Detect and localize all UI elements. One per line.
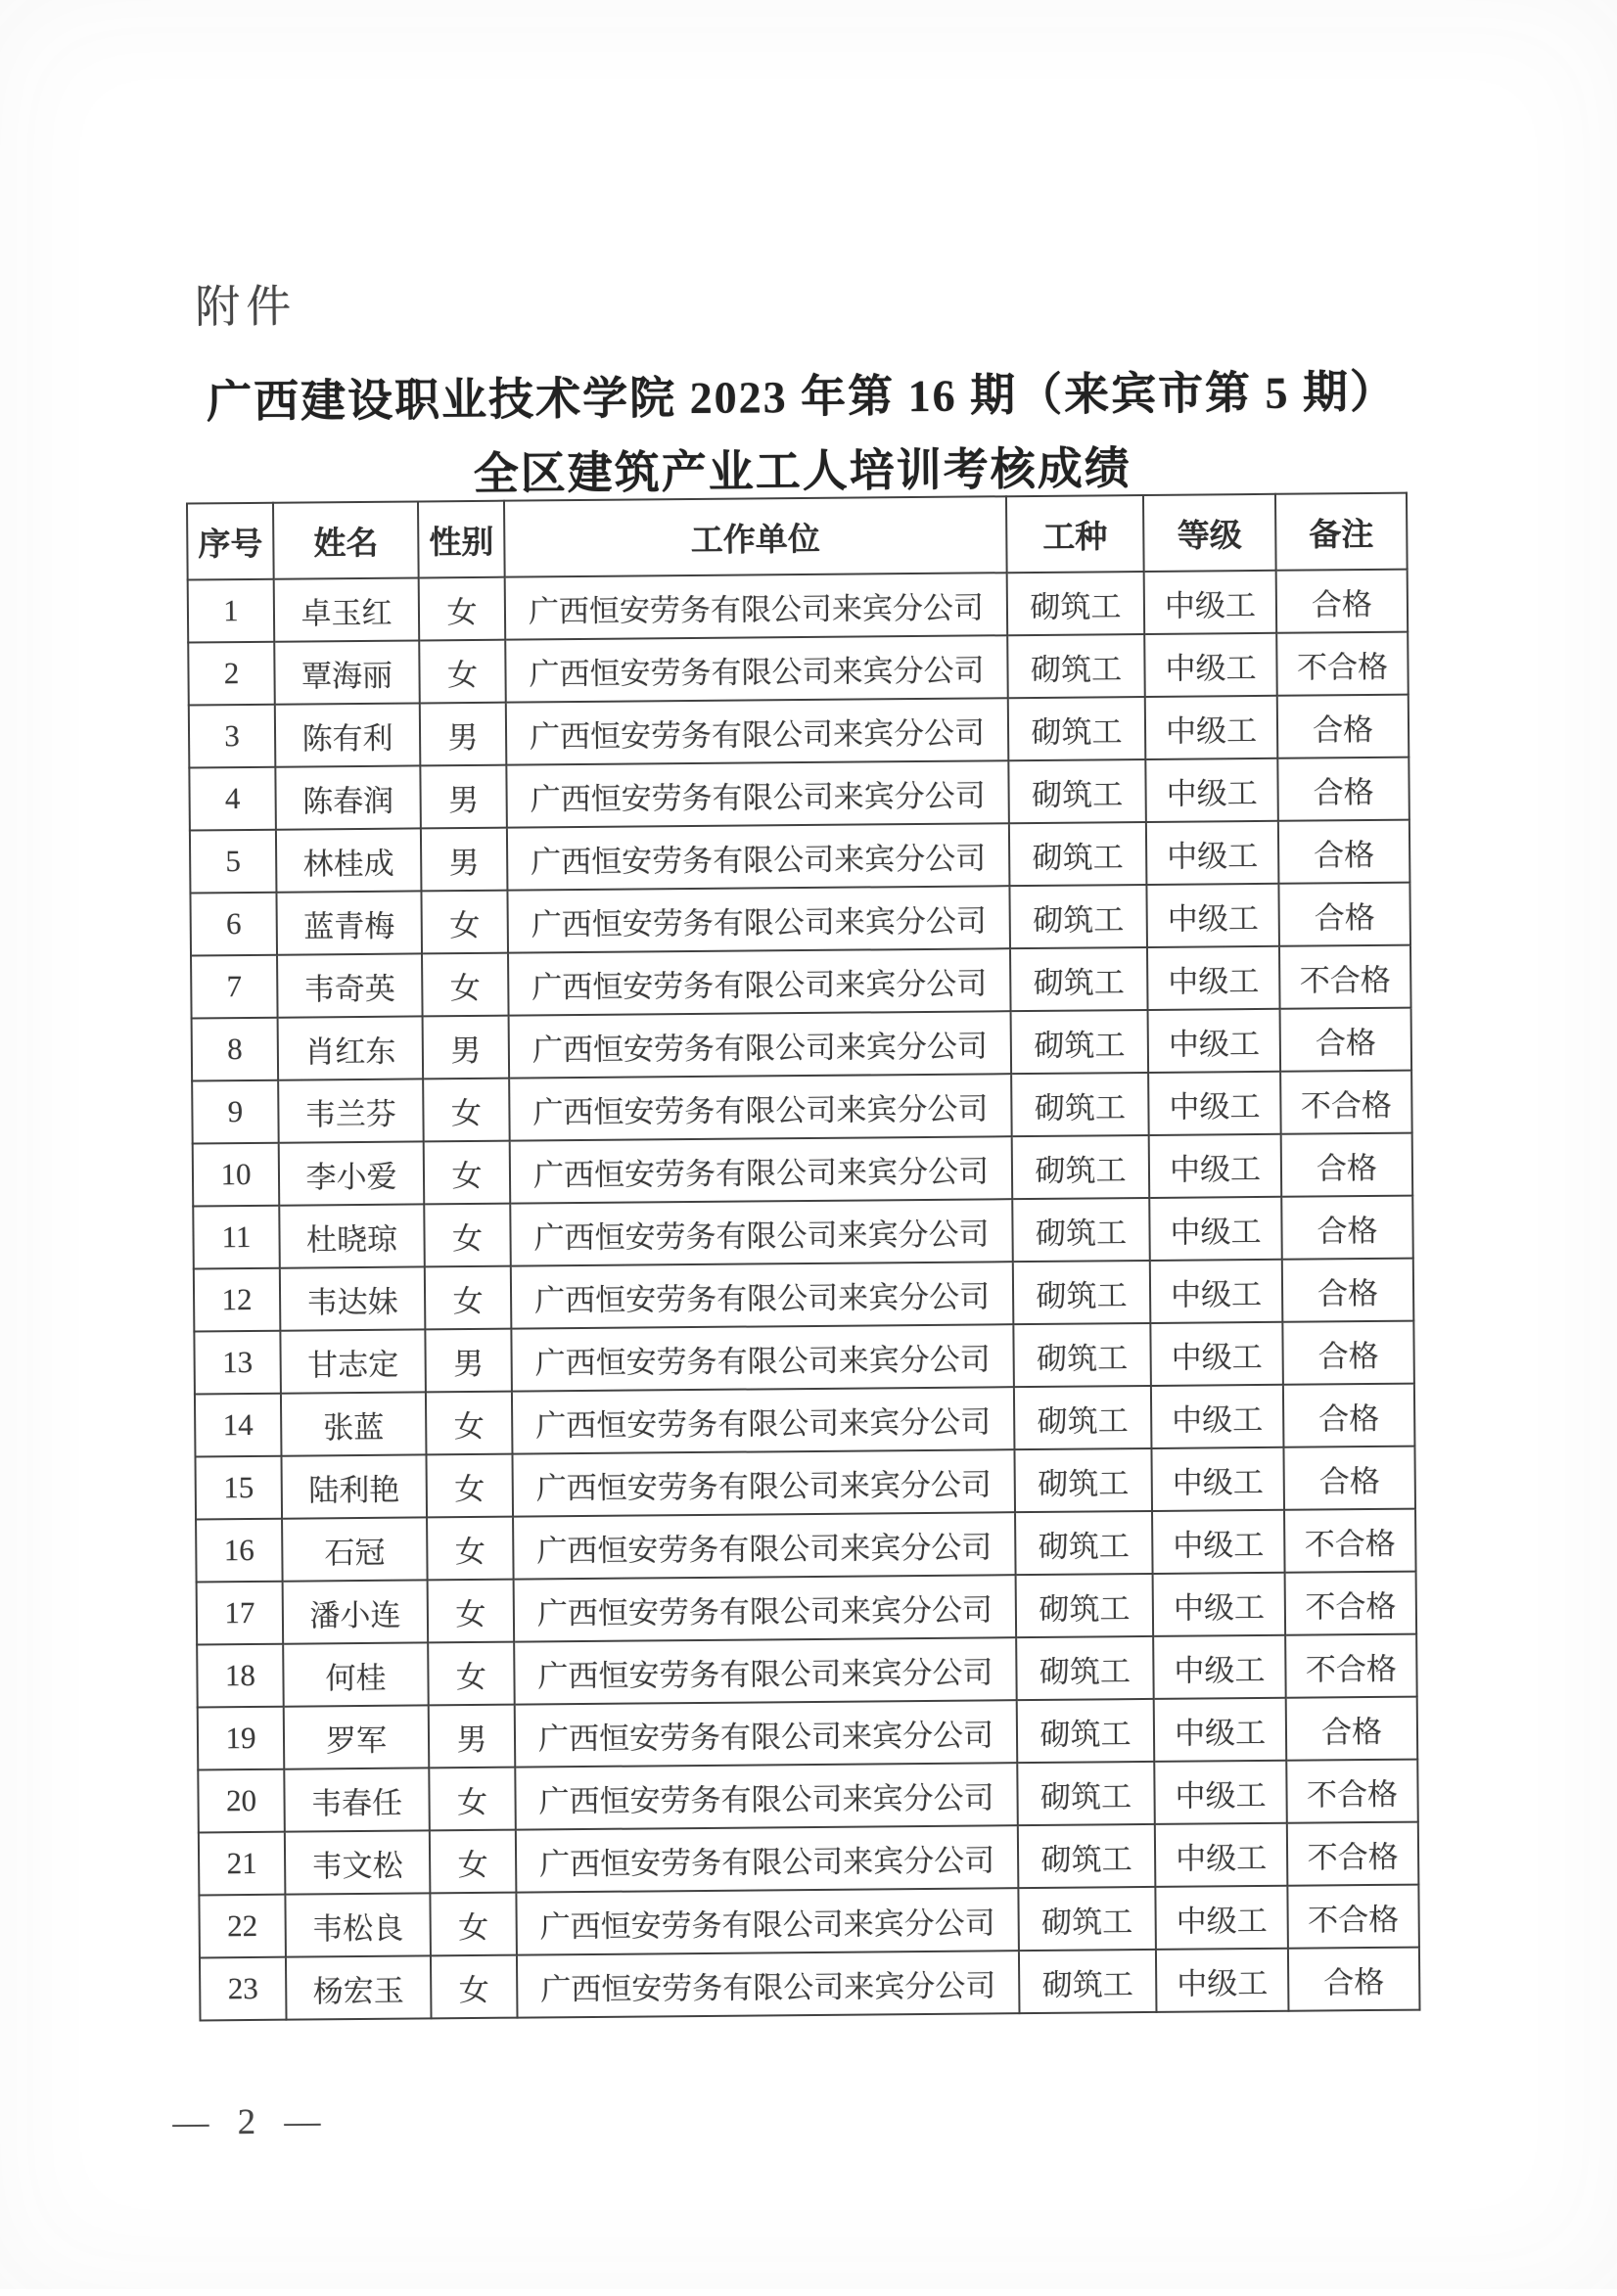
cell-unit: 广西恒安劳务有限公司来宾分公司 [509,1074,1012,1140]
cell-trade: 砌筑工 [1018,1887,1156,1951]
cell-level: 中级工 [1146,884,1279,947]
cell-gender: 男 [425,1329,512,1393]
cell-unit: 广西恒安劳务有限公司来宾分公司 [506,698,1009,764]
cell-name: 甘志定 [280,1329,426,1393]
cell-no: 21 [199,1832,286,1896]
column-header-level: 等级 [1143,494,1276,572]
table-row [189,758,1409,831]
cell-trade: 砌筑工 [1014,1448,1152,1512]
cell-no: 20 [198,1769,285,1833]
cell-unit: 广西恒安劳务有限公司来宾分公司 [505,635,1008,702]
cell-remark: 不合格 [1287,1822,1419,1886]
cell-trade: 砌筑工 [1013,1261,1151,1324]
cell-gender: 女 [425,1266,512,1330]
cell-gender: 女 [430,1830,517,1894]
cell-name: 韦文松 [285,1830,431,1894]
cell-gender: 女 [424,1204,511,1267]
cell-name: 罗军 [284,1705,430,1768]
column-header-gender: 性别 [418,501,505,578]
cell-unit: 广西恒安劳务有限公司来宾分公司 [512,1387,1015,1453]
cell-level: 中级工 [1147,946,1280,1010]
training-results-table [186,492,1420,2022]
cell-no: 22 [199,1895,286,1958]
cell-no: 10 [193,1143,280,1207]
cell-unit: 广西恒安劳务有限公司来宾分公司 [514,1575,1017,1641]
cell-no: 11 [193,1206,280,1269]
cell-remark: 不合格 [1276,632,1409,696]
cell-level: 中级工 [1154,1698,1287,1762]
table-row [190,883,1410,956]
cell-trade: 砌筑工 [1010,947,1148,1011]
cell-unit: 广西恒安劳务有限公司来宾分公司 [509,1011,1012,1078]
cell-level: 中级工 [1150,1322,1283,1386]
cell-trade: 砌筑工 [1008,759,1146,823]
table-row [191,945,1411,1019]
cell-name: 张蓝 [281,1392,427,1455]
cell-remark: 不合格 [1279,945,1411,1009]
cell-gender: 女 [426,1392,513,1455]
cell-name: 韦达妹 [280,1266,426,1330]
cell-remark: 合格 [1277,758,1409,821]
cell-remark: 合格 [1278,883,1410,946]
column-header-unit: 工作单位 [504,496,1007,576]
table-row [196,1509,1416,1583]
cell-remark: 不合格 [1285,1572,1417,1635]
cell-no: 7 [191,955,278,1019]
table-row [193,1196,1413,1269]
cell-gender: 女 [430,1893,517,1956]
cell-name: 林桂成 [276,828,422,892]
cell-level: 中级工 [1145,696,1278,759]
cell-no: 5 [190,830,277,894]
cell-remark: 合格 [1280,1008,1412,1072]
cell-level: 中级工 [1149,1197,1282,1261]
cell-trade: 砌筑工 [1007,634,1145,698]
cell-no: 2 [188,642,275,706]
cell-gender: 男 [420,765,507,829]
cell-name: 蓝青梅 [276,891,422,954]
table-row [200,1948,1420,2021]
cell-unit: 广西恒安劳务有限公司来宾分公司 [507,823,1010,890]
cell-name: 石冠 [282,1517,428,1581]
cell-gender: 女 [421,891,508,954]
column-header-remark: 备注 [1275,493,1408,571]
cell-unit: 广西恒安劳务有限公司来宾分公司 [511,1262,1014,1328]
cell-remark: 合格 [1283,1446,1415,1510]
table-row [188,632,1409,706]
cell-level: 中级工 [1148,1072,1281,1135]
cell-trade: 砌筑工 [1016,1574,1154,1637]
cell-level: 中级工 [1149,1134,1282,1198]
cell-trade: 砌筑工 [1008,697,1146,760]
cell-gender: 女 [428,1580,515,1643]
cell-name: 肖红东 [278,1016,424,1079]
cell-name: 潘小连 [283,1580,429,1643]
table-row [188,570,1409,643]
cell-name: 杜晓琼 [279,1204,425,1267]
cell-level: 中级工 [1155,1823,1288,1887]
cell-trade: 砌筑工 [1017,1762,1155,1825]
cell-remark: 合格 [1277,695,1409,758]
table-row [197,1634,1417,1708]
cell-level: 中级工 [1153,1635,1286,1699]
title-line-2: 全区建筑产业工人培训考核成绩 [473,443,1132,499]
cell-gender: 女 [428,1642,515,1706]
cell-name: 韦兰芬 [278,1079,424,1142]
cell-unit: 广西恒安劳务有限公司来宾分公司 [510,1199,1013,1265]
table-row [199,1822,1419,1896]
cell-remark: 合格 [1288,1948,1420,2011]
cell-name: 陈有利 [275,703,421,766]
cell-name: 覃海丽 [274,640,420,704]
cell-gender: 女 [426,1454,513,1518]
cell-no: 15 [195,1456,282,1520]
cell-level: 中级工 [1146,821,1279,885]
cell-name: 卓玉红 [274,577,420,641]
cell-no: 17 [197,1582,284,1645]
column-header-no: 序号 [187,503,274,580]
cell-remark: 不合格 [1280,1071,1412,1134]
cell-gender: 女 [429,1768,516,1831]
cell-no: 16 [196,1519,283,1583]
cell-no: 6 [190,893,277,956]
cell-trade: 砌筑工 [1015,1511,1153,1575]
cell-level: 中级工 [1154,1761,1287,1824]
cell-name: 何桂 [283,1642,429,1706]
cell-unit: 广西恒安劳务有限公司来宾分公司 [513,1512,1016,1579]
cell-no: 18 [197,1644,284,1708]
cell-name: 韦春任 [284,1768,430,1831]
cell-gender: 男 [421,828,508,892]
cell-unit: 广西恒安劳务有限公司来宾分公司 [510,1136,1013,1203]
cell-gender: 男 [420,703,507,766]
table-row [197,1572,1417,1645]
cell-trade: 砌筑工 [1019,1950,1157,2013]
table-row [194,1259,1414,1332]
cell-remark: 合格 [1278,820,1410,884]
cell-unit: 广西恒安劳务有限公司来宾分公司 [512,1449,1015,1516]
table-row [199,1885,1419,1958]
table-body [188,570,1420,2021]
cell-no: 1 [188,579,275,643]
cell-trade: 砌筑工 [1014,1386,1152,1449]
cell-level: 中级工 [1153,1573,1286,1636]
cell-trade: 砌筑工 [1017,1699,1155,1763]
cell-trade: 砌筑工 [1012,1198,1150,1262]
table-header-row [187,493,1408,580]
cell-remark: 合格 [1282,1321,1414,1385]
table-head [187,493,1408,580]
cell-level: 中级工 [1144,633,1277,697]
cell-no: 3 [189,705,276,768]
cell-level: 中级工 [1150,1260,1283,1323]
cell-unit: 广西恒安劳务有限公司来宾分公司 [507,886,1010,952]
cell-name: 陈春润 [275,765,421,829]
cell-remark: 合格 [1281,1133,1413,1197]
title-line-1: 广西建设职业技术学院 2023 年第 16 期（来宾市第 5 期） [206,366,1398,428]
table-row [189,695,1409,768]
cell-gender: 男 [429,1705,516,1768]
cell-unit: 广西恒安劳务有限公司来宾分公司 [505,573,1008,639]
table-row [192,1008,1412,1081]
cell-remark: 合格 [1283,1384,1415,1447]
cell-unit: 广西恒安劳务有限公司来宾分公司 [514,1637,1017,1704]
cell-remark: 合格 [1286,1697,1418,1761]
cell-remark: 合格 [1281,1196,1413,1260]
cell-level: 中级工 [1148,1009,1281,1073]
cell-no: 4 [189,767,276,831]
cell-no: 23 [200,1957,287,2021]
cell-gender: 女 [422,953,509,1017]
cell-level: 中级工 [1151,1385,1284,1448]
cell-no: 14 [195,1394,282,1457]
cell-gender: 女 [431,1955,518,2019]
cell-trade: 砌筑工 [1016,1636,1154,1700]
cell-level: 中级工 [1144,571,1277,634]
cell-gender: 女 [419,640,506,704]
cell-level: 中级工 [1151,1447,1284,1511]
cell-name: 韦松良 [285,1893,431,1956]
cell-name: 杨宏玉 [286,1955,432,2019]
cell-name: 陆利艳 [281,1454,427,1518]
cell-gender: 女 [427,1517,514,1581]
cell-remark: 不合格 [1285,1634,1417,1698]
cell-trade: 砌筑工 [1007,572,1145,635]
cell-no: 19 [198,1707,285,1770]
cell-name: 李小爱 [279,1141,425,1205]
cell-unit: 广西恒安劳务有限公司来宾分公司 [516,1825,1019,1892]
table-row [198,1697,1418,1770]
table-row [190,820,1410,894]
column-header-trade: 工种 [1006,495,1144,573]
cell-remark: 不合格 [1284,1509,1416,1573]
cell-remark: 合格 [1282,1259,1414,1322]
cell-trade: 砌筑工 [1018,1824,1156,1888]
cell-unit: 广西恒安劳务有限公司来宾分公司 [515,1700,1018,1767]
table-row [193,1133,1413,1207]
cell-unit: 广西恒安劳务有限公司来宾分公司 [515,1763,1018,1829]
attachment-label: 附件 [195,281,298,333]
cell-no: 9 [192,1080,279,1144]
table-row [194,1321,1414,1395]
table-row [192,1071,1412,1144]
cell-trade: 砌筑工 [1013,1323,1151,1387]
cell-remark: 不合格 [1286,1760,1418,1823]
cell-unit: 广西恒安劳务有限公司来宾分公司 [506,760,1009,827]
cell-gender: 女 [419,577,506,641]
table-row [195,1446,1415,1520]
table-row [198,1760,1418,1833]
cell-trade: 砌筑工 [1012,1135,1150,1199]
cell-gender: 女 [424,1141,511,1205]
cell-gender: 男 [423,1016,510,1079]
cell-gender: 女 [423,1079,510,1142]
cell-no: 8 [192,1018,279,1081]
cell-unit: 广西恒安劳务有限公司来宾分公司 [511,1324,1014,1391]
cell-level: 中级工 [1152,1510,1285,1574]
cell-unit: 广西恒安劳务有限公司来宾分公司 [517,1951,1020,2017]
cell-trade: 砌筑工 [1009,822,1147,886]
cell-remark: 不合格 [1287,1885,1419,1949]
cell-level: 中级工 [1155,1886,1288,1950]
cell-level: 中级工 [1145,758,1278,822]
cell-unit: 广西恒安劳务有限公司来宾分公司 [508,948,1011,1015]
cell-trade: 砌筑工 [1011,1073,1149,1136]
cell-no: 12 [194,1268,281,1332]
cell-trade: 砌筑工 [1009,885,1147,948]
cell-trade: 砌筑工 [1011,1010,1149,1074]
cell-name: 韦奇英 [277,953,423,1017]
page-number: — 2 — [172,2101,331,2143]
column-header-name: 姓名 [273,501,419,578]
cell-no: 13 [194,1331,281,1395]
cell-remark: 合格 [1276,570,1409,633]
table-row [195,1384,1415,1457]
cell-unit: 广西恒安劳务有限公司来宾分公司 [516,1888,1019,1954]
cell-level: 中级工 [1156,1949,1289,2012]
